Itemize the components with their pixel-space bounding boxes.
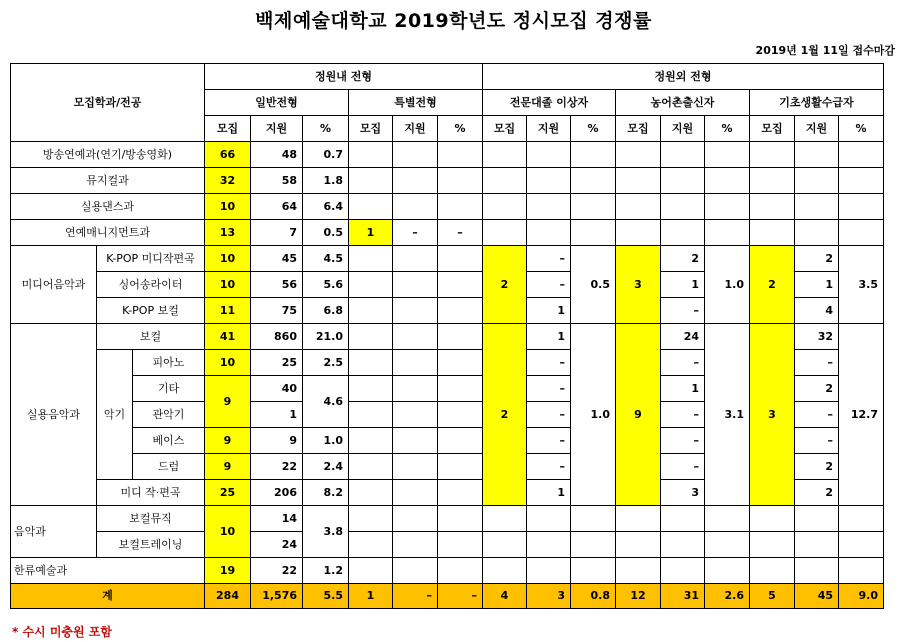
rural-recruit-cell: 9 — [616, 324, 661, 506]
dept-name: 실용음악과 — [11, 324, 97, 506]
apply-cell: 206 — [251, 480, 303, 506]
dept-name: 한류예술과 — [11, 558, 205, 584]
major-name: 관악기 — [133, 402, 205, 428]
recruit-cell: 10 — [205, 350, 251, 376]
header-pct: % — [303, 116, 349, 142]
apply-cell: 40 — [251, 376, 303, 402]
basic-apply-cell: 2 — [795, 376, 839, 402]
apply-cell: 14 — [251, 506, 303, 532]
pct-cell: 1.0 — [303, 428, 349, 454]
pct-cell: 4.6 — [303, 376, 349, 428]
pct-cell: 1.2 — [303, 558, 349, 584]
basic-apply-cell: – — [795, 428, 839, 454]
header-dept: 모집학과/전공 — [11, 64, 205, 142]
basic-recruit-cell: 2 — [750, 246, 795, 324]
recruit-cell: 10 — [205, 506, 251, 558]
table-row — [11, 558, 884, 584]
major-name: 베이스 — [133, 428, 205, 454]
special-apply-cell: – — [393, 220, 438, 246]
header-apply: 지원 — [393, 116, 438, 142]
rural-apply-cell: – — [661, 298, 705, 324]
header-pct: % — [438, 116, 483, 142]
total-special-recruit: 1 — [349, 584, 393, 609]
pct-cell: 8.2 — [303, 480, 349, 506]
vocational-pct-cell: 1.0 — [571, 324, 616, 506]
major-name: 보컬뮤직 — [97, 506, 205, 532]
basic-pct-cell: 3.5 — [839, 246, 884, 324]
header-rural: 농어촌출신자 — [616, 90, 750, 116]
vocational-apply-cell: – — [527, 428, 571, 454]
major-name: 보컬트레이닝 — [97, 532, 205, 558]
vocational-apply-cell: – — [527, 246, 571, 272]
vocational-apply-cell: – — [527, 350, 571, 376]
pct-cell: 6.8 — [303, 298, 349, 324]
basic-pct-cell: 12.7 — [839, 324, 884, 506]
vocational-recruit-cell: 2 — [483, 246, 527, 324]
apply-cell: 48 — [251, 142, 303, 168]
rural-apply-cell: 24 — [661, 324, 705, 350]
apply-cell: 860 — [251, 324, 303, 350]
total-pct: 5.5 — [303, 584, 349, 609]
header-recruit: 모집 — [616, 116, 661, 142]
special-recruit-cell: 1 — [349, 220, 393, 246]
basic-apply-cell: 2 — [795, 246, 839, 272]
header-apply: 지원 — [251, 116, 303, 142]
pct-cell: 0.7 — [303, 142, 349, 168]
table-row — [11, 324, 884, 350]
total-recruit: 284 — [205, 584, 251, 609]
rural-recruit-cell: 3 — [616, 246, 661, 324]
vocational-apply-cell: – — [527, 402, 571, 428]
header-recruit: 모집 — [483, 116, 527, 142]
instrument-group: 악기 — [97, 350, 133, 480]
rural-apply-cell: 1 — [661, 376, 705, 402]
table-row — [11, 168, 884, 194]
header-pct: % — [571, 116, 616, 142]
header-apply: 지원 — [795, 116, 839, 142]
pct-cell: 21.0 — [303, 324, 349, 350]
header-apply: 지원 — [661, 116, 705, 142]
apply-cell: 1 — [251, 402, 303, 428]
major-name: K-POP 보컬 — [97, 298, 205, 324]
recruit-cell: 10 — [205, 246, 251, 272]
total-special-apply: – — [393, 584, 438, 609]
header-basic: 기초생활수급자 — [750, 90, 884, 116]
recruit-cell: 13 — [205, 220, 251, 246]
vocational-pct-cell: 0.5 — [571, 246, 616, 324]
recruit-cell: 9 — [205, 376, 251, 428]
basic-apply-cell: – — [795, 402, 839, 428]
dept-name: 뮤지컬과 — [11, 168, 205, 194]
dept-name: 음악과 — [11, 506, 97, 558]
major-name: 기타 — [133, 376, 205, 402]
basic-apply-cell: 2 — [795, 480, 839, 506]
header-outside: 정원외 전형 — [483, 64, 884, 90]
rural-apply-cell: 3 — [661, 480, 705, 506]
rural-apply-cell: – — [661, 428, 705, 454]
total-basic-apply: 45 — [795, 584, 839, 609]
special-pct-cell: – — [438, 220, 483, 246]
major-name: K-POP 미디작편곡 — [97, 246, 205, 272]
total-rural-recruit: 12 — [616, 584, 661, 609]
total-vocational-apply: 3 — [527, 584, 571, 609]
pct-cell: 6.4 — [303, 194, 349, 220]
major-name: 보컬 — [97, 324, 205, 350]
recruit-cell: 32 — [205, 168, 251, 194]
apply-cell: 56 — [251, 272, 303, 298]
total-vocational-recruit: 4 — [483, 584, 527, 609]
pct-cell: 2.4 — [303, 454, 349, 480]
rural-pct-cell: 3.1 — [705, 324, 750, 506]
header-pct: % — [839, 116, 884, 142]
major-name: 피아노 — [133, 350, 205, 376]
basic-apply-cell: 1 — [795, 272, 839, 298]
vocational-apply-cell: 1 — [527, 298, 571, 324]
total-vocational-pct: 0.8 — [571, 584, 616, 609]
apply-cell: 22 — [251, 454, 303, 480]
total-apply: 1,576 — [251, 584, 303, 609]
basic-apply-cell: 2 — [795, 454, 839, 480]
recruit-cell: 19 — [205, 558, 251, 584]
table-row — [11, 194, 884, 220]
rural-apply-cell: – — [661, 402, 705, 428]
total-special-pct: – — [438, 584, 483, 609]
apply-cell: 22 — [251, 558, 303, 584]
rural-apply-cell: – — [661, 454, 705, 480]
total-rural-apply: 31 — [661, 584, 705, 609]
major-name: 드럼 — [133, 454, 205, 480]
pct-cell: 4.5 — [303, 246, 349, 272]
header-recruit: 모집 — [750, 116, 795, 142]
vocational-apply-cell: 1 — [527, 324, 571, 350]
header-recruit: 모집 — [205, 116, 251, 142]
table-row — [11, 506, 884, 532]
recruit-cell: 66 — [205, 142, 251, 168]
header-vocational: 전문대졸 이상자 — [483, 90, 616, 116]
table-row — [11, 246, 884, 272]
dept-name: 방송연예과(연기/방송영화) — [11, 142, 205, 168]
pct-cell: 3.8 — [303, 506, 349, 558]
rural-pct-cell: 1.0 — [705, 246, 750, 324]
basic-recruit-cell: 3 — [750, 324, 795, 506]
header-recruit: 모집 — [349, 116, 393, 142]
header-pct: % — [705, 116, 750, 142]
apply-cell: 7 — [251, 220, 303, 246]
total-basic-recruit: 5 — [750, 584, 795, 609]
rural-apply-cell: 2 — [661, 246, 705, 272]
pct-cell: 2.5 — [303, 350, 349, 376]
vocational-apply-cell: 1 — [527, 480, 571, 506]
page-title: 백제예술대학교 2019학년도 정시모집 경쟁률 — [255, 10, 652, 32]
table-row — [11, 220, 884, 246]
pct-cell: 1.8 — [303, 168, 349, 194]
vocational-apply-cell: – — [527, 272, 571, 298]
total-rural-pct: 2.6 — [705, 584, 750, 609]
rural-apply-cell: – — [661, 350, 705, 376]
basic-apply-cell: 32 — [795, 324, 839, 350]
table-row — [11, 142, 884, 168]
apply-cell: 75 — [251, 298, 303, 324]
footnote: * 수시 미충원 포함 — [12, 625, 112, 639]
header-special: 특별전형 — [349, 90, 483, 116]
total-basic-pct: 9.0 — [839, 584, 884, 609]
apply-cell: 58 — [251, 168, 303, 194]
total-label: 계 — [11, 584, 205, 609]
dept-name: 미디어음악과 — [11, 246, 97, 324]
apply-cell: 45 — [251, 246, 303, 272]
header-inside: 정원내 전형 — [205, 64, 483, 90]
apply-cell: 9 — [251, 428, 303, 454]
dept-name: 연예매니지먼트과 — [11, 220, 205, 246]
vocational-apply-cell: – — [527, 454, 571, 480]
vocational-apply-cell: – — [527, 376, 571, 402]
recruit-cell: 9 — [205, 454, 251, 480]
recruit-cell: 11 — [205, 298, 251, 324]
pct-cell: 5.6 — [303, 272, 349, 298]
competition-table — [10, 63, 884, 609]
rural-apply-cell: 1 — [661, 272, 705, 298]
apply-cell: 64 — [251, 194, 303, 220]
dept-name: 실용댄스과 — [11, 194, 205, 220]
deadline-date: 2019년 1월 11일 접수마감 — [755, 44, 895, 57]
basic-apply-cell: – — [795, 350, 839, 376]
pct-cell: 0.5 — [303, 220, 349, 246]
recruit-cell: 9 — [205, 428, 251, 454]
apply-cell: 25 — [251, 350, 303, 376]
header-general: 일반전형 — [205, 90, 349, 116]
header-apply: 지원 — [527, 116, 571, 142]
total-row — [11, 584, 884, 609]
major-name: 싱어송라이터 — [97, 272, 205, 298]
major-name: 미디 작·편곡 — [97, 480, 205, 506]
recruit-cell: 25 — [205, 480, 251, 506]
recruit-cell: 41 — [205, 324, 251, 350]
recruit-cell: 10 — [205, 272, 251, 298]
table-row — [11, 532, 884, 558]
basic-apply-cell: 4 — [795, 298, 839, 324]
apply-cell: 24 — [251, 532, 303, 558]
recruit-cell: 10 — [205, 194, 251, 220]
vocational-recruit-cell: 2 — [483, 324, 527, 506]
